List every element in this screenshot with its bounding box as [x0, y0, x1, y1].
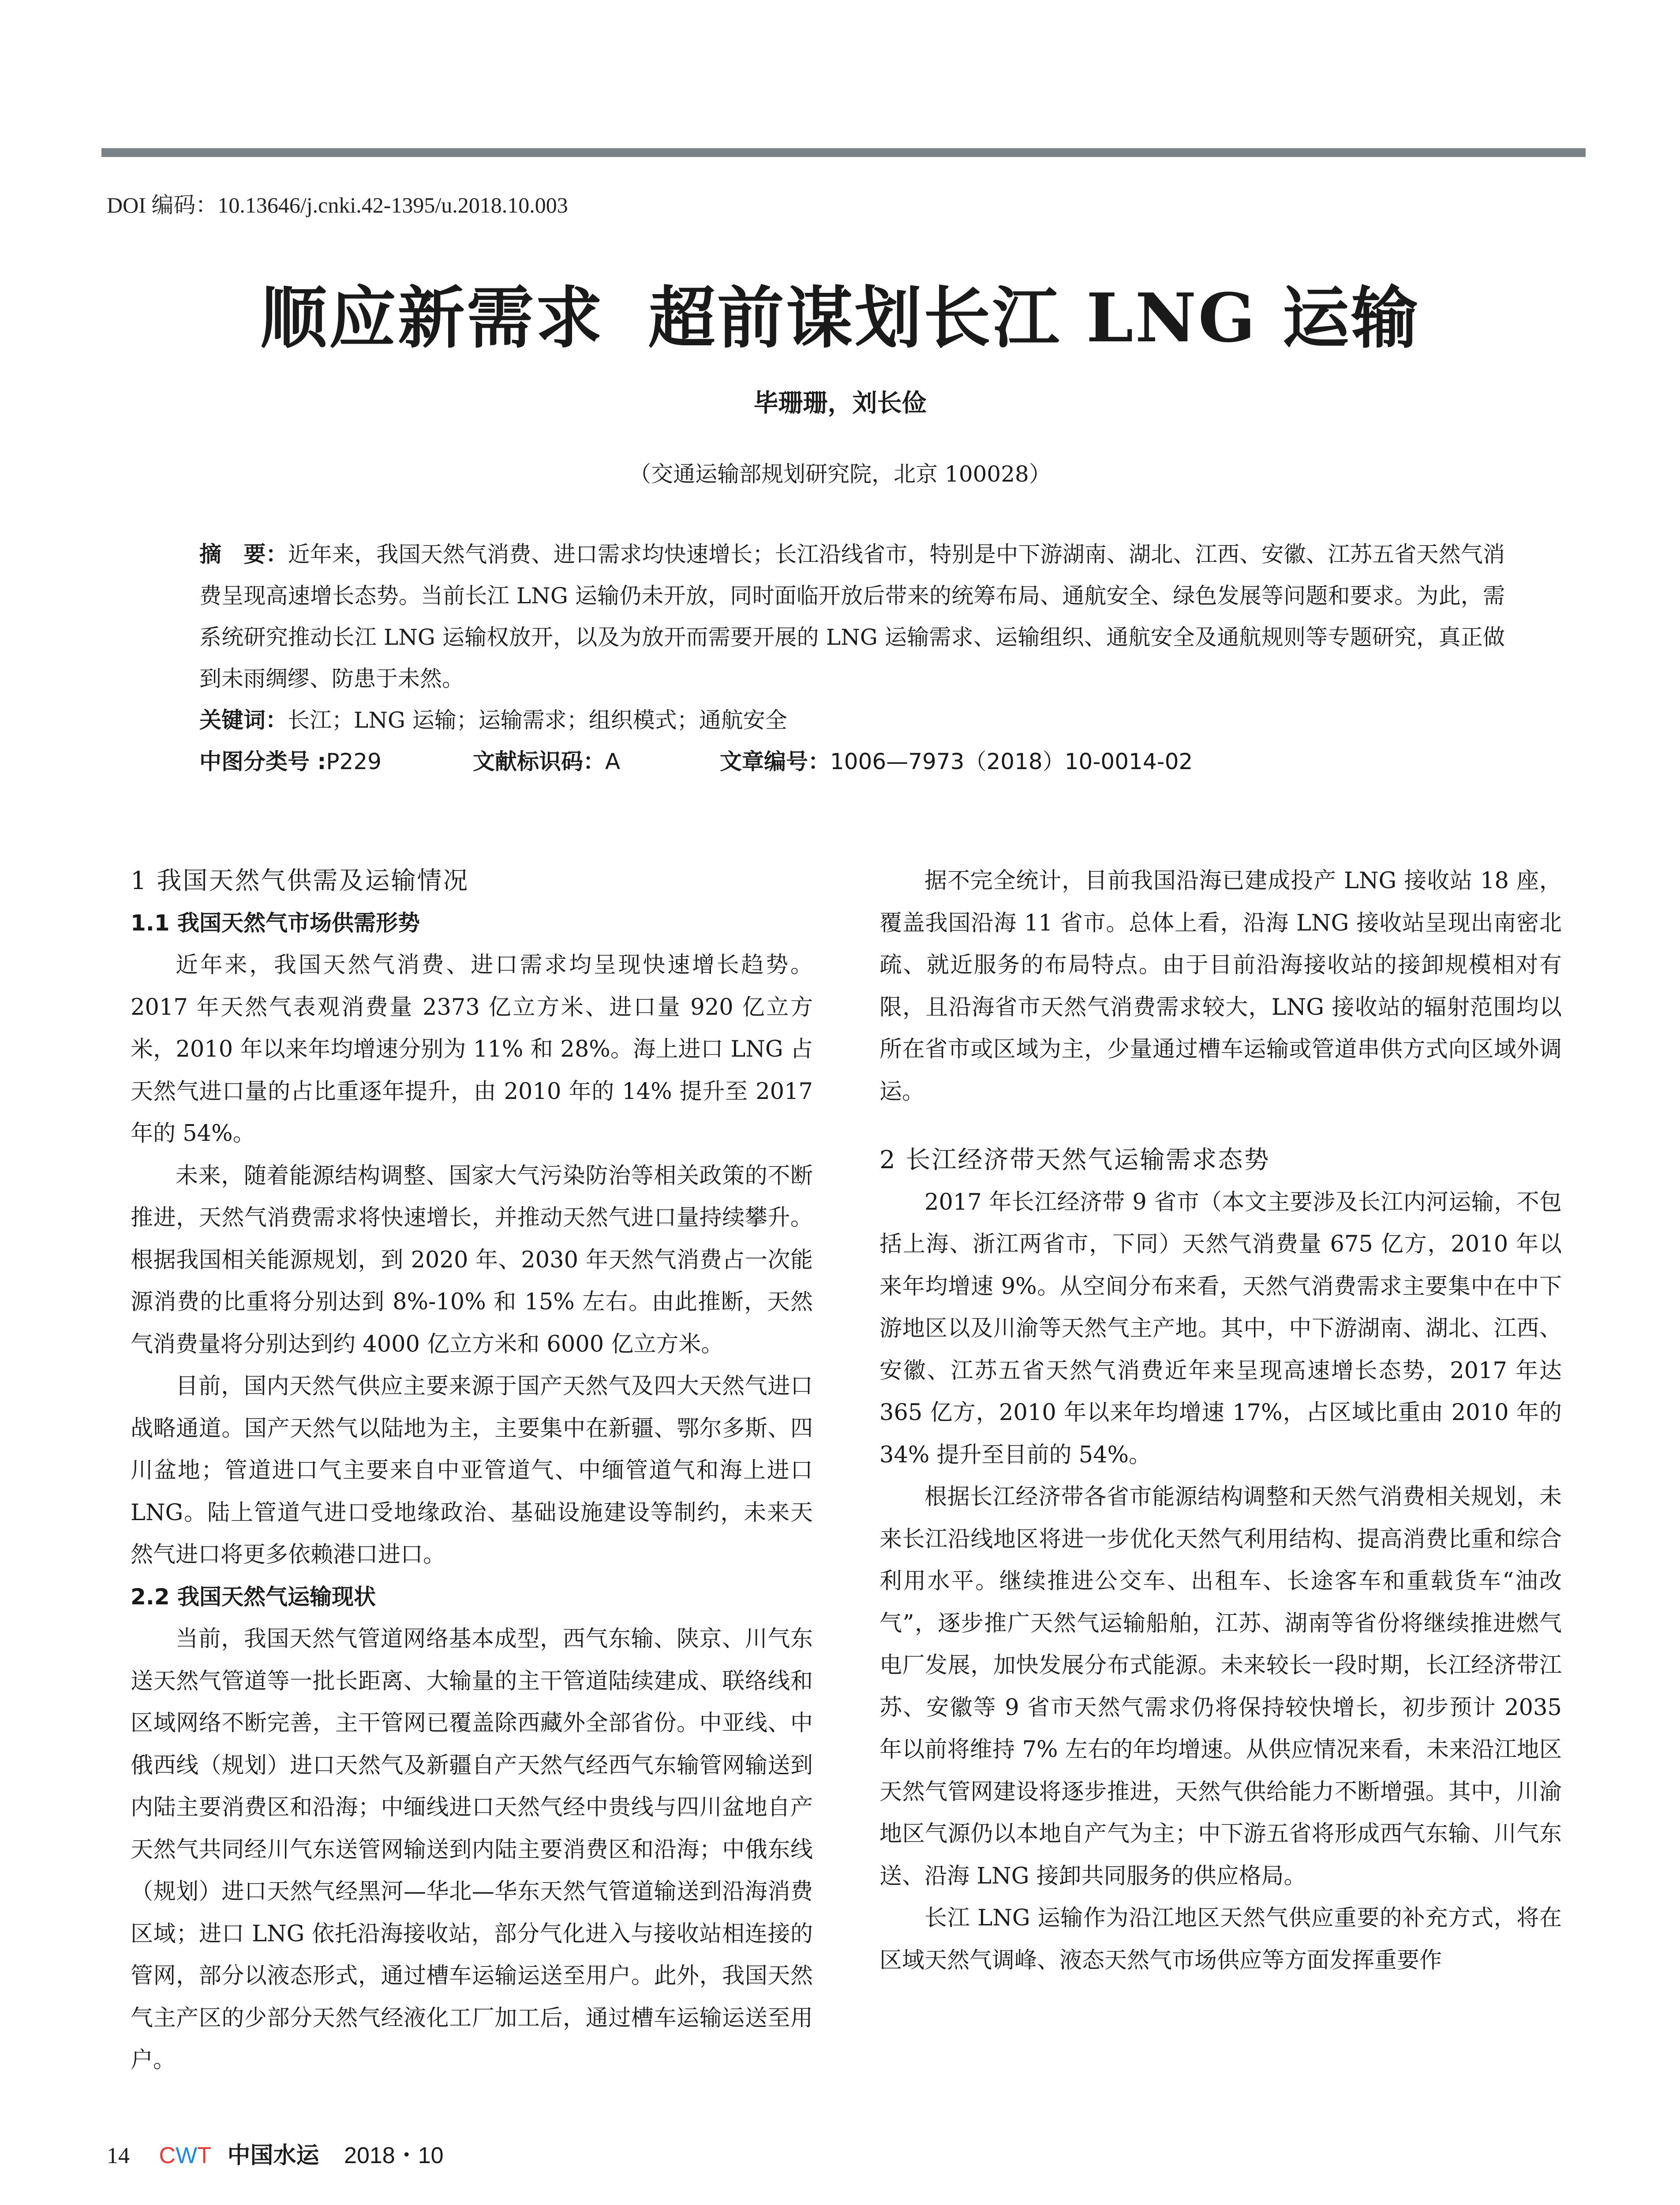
abstract	[199, 534, 1505, 699]
doc-code-label: 文献标识码：	[473, 749, 605, 774]
classification-line	[199, 741, 1523, 782]
clc-label: 中图分类号 :	[199, 749, 326, 774]
article-no-label: 文章编号：	[720, 749, 830, 774]
keywords-label: 关键词：	[199, 707, 288, 733]
journal-logo: CWT	[159, 2143, 211, 2168]
page-number: 14	[107, 2143, 130, 2168]
article-title	[0, 265, 1680, 361]
abstract-text: 近年来，我国天然气消费、进口需求均快速增长；长江沿线省市，特别是中下游湖南、湖北、江西、安徽、江苏五省天然气消费呈现高速增长态势。当前长江 LNG 运输仍未开放，同时面临开放后带来的统筹布局、通航安全、绿色发展等问题和要求。为此，需系统研究推动长江 LNG 运输权放开，以及为放开而需要开展的 LNG 运输需求、运输组织、通航安全及通航规则等专题研究，真正做到未雨绸缪、防患于未然。	[199, 542, 1505, 691]
doc-code-value: A	[605, 749, 621, 774]
clc-item	[199, 741, 473, 782]
authors: 毕珊珊，刘长俭	[753, 389, 927, 418]
keywords	[199, 699, 787, 741]
paragraph: 目前，国内天然气供应主要来源于国产天然气及四大天然气进口战略通道。国产天然气以陆地为主，主要集中在新疆、鄂尔多斯、四川盆地；管道进口气主要来自中亚管道气、中缅管道气和海上进口 LNG。陆上管道气进口受地缘政治、基础设施建设等制约，未来天然气进口将更多依赖港口进口。	[131, 1373, 813, 1568]
title-part2: 超前谋划长江 LNG 运输	[648, 278, 1420, 357]
right-column	[879, 860, 1562, 1981]
paragraph: 据不完全统计，目前我国沿海已建成投产 LNG 接收站 18 座，覆盖我国沿海 11 省市。总体上看，沿海 LNG 接收站呈现出南密北疏、就近服务的布局特点。由于目前沿海接收站的接卸规模相对有限，且沿海省市天然气消费需求较大，LNG 接收站的辐射范围均以所在省市或区域为主，少量通过槽车运输或管道串供方式向区域外调运。	[879, 868, 1562, 1105]
article-no-item	[720, 741, 1193, 782]
affiliation: （交通运输部规划研究院，北京 100028）	[629, 461, 1051, 487]
paragraph: 根据长江经济带各省市能源结构调整和天然气消费相关规划，未来长江沿线地区将进一步优化天然气利用结构、提高消费比重和综合利用水平。继续推进公交车、出租车、长途客车和重载货车“油改气”，逐步推广天然气运输船舶，江苏、湖南等省份将继续推进燃气电厂发展，加快发展分布式能源。未来较长一段时期，长江经济带江苏、安徽等 9 省市天然气需求仍将保持较快增长，初步预计 2035 年以前将维持 7% 左右的年均增速。从供应情况来看，未来沿江地区天然气管网建设将逐步推进，天然气供给能力不断增强。其中，川渝地区气源仍以本地自产气为主；中下游五省将形成西气东输、川气东送、沿海 LNG 接卸共同服务的供应格局。	[879, 1484, 1562, 1889]
journal-name: 中国水运	[227, 2142, 319, 2169]
issue: 2018・10	[344, 2143, 444, 2168]
article-no-value: 1006—7973（2018）10-0014-02	[830, 749, 1193, 774]
paragraph: 未来，随着能源结构调整、国家大气污染防治等相关政策的不断推进，天然气消费需求将快速增长，并推动天然气进口量持续攀升。根据我国相关能源规划，到 2020 年、2030 年天然气消费占一次能源消费的比重将分别达到 8%-10% 和 15% 左右。由此推断，天然气消费量将分别达到约 4000 亿立方米和 6000 亿立方米。	[131, 1162, 813, 1357]
section-2-2-heading: 2.2 我国天然气运输现状	[131, 1584, 376, 1610]
paragraph: 近年来，我国天然气消费、进口需求均呈现快速增长趋势。2017 年天然气表观消费量 2373 亿立方米、进口量 920 亿立方米，2010 年以来年均增速分别为 11% 和 28%。海上进口 LNG 占天然气进口量的占比重逐年提升，由 2010 年的 14% 提升至 2017 年的 54%。	[131, 952, 813, 1147]
section-2-heading: 2 长江经济带天然气运输需求态势	[879, 1146, 1270, 1174]
paragraph: 2017 年长江经济带 9 省市（本文主要涉及长江内河运输，不包括上海、浙江两省市，下同）天然气消费量 675 亿方，2010 年以来年均增速 9%。从空间分布来看，天然气消费需求主要集中在中下游地区以及川渝等天然气主产地。其中，中下游湖南、湖北、江西、安徽、江苏五省天然气消费近年来呈现高速增长态势，2017 年达 365 亿方，2010 年以来年均增速 17%，占区域比重由 2010 年的 34% 提升至目前的 54%。	[879, 1189, 1562, 1468]
doc-code-item	[473, 741, 720, 782]
clc-value: P229	[326, 749, 382, 774]
section-1-1-heading: 1.1 我国天然气市场供需形势	[131, 910, 420, 936]
header-rule	[101, 148, 1586, 157]
section-1-heading: 1 我国天然气供需及运输情况	[131, 867, 469, 895]
footer	[107, 2137, 444, 2170]
section-gap	[879, 1113, 1562, 1139]
paragraph: 长江 LNG 运输作为沿江地区天然气供应重要的补充方式，将在区域天然气调峰、液态天然气市场供应等方面发挥重要作	[879, 1905, 1562, 1973]
abstract-label: 摘 要：	[199, 542, 288, 567]
left-column	[131, 860, 813, 2082]
keywords-text: 长江；LNG 运输；运输需求；组织模式；通航安全	[288, 707, 787, 733]
title-part1: 顺应新需求	[260, 278, 604, 357]
paragraph: 当前，我国天然气管道网络基本成型，西气东输、陕京、川气东送天然气管道等一批长距离、大输量的主干管道陆续建成、联络线和区域网络不断完善，主干管网已覆盖除西藏外全部省份。中亚线、中俄西线（规划）进口天然气及新疆自产天然气经西气东输管网输送到内陆主要消费区和沿海；中缅线进口天然气经中贵线与四川盆地自产天然气共同经川气东送管网输送到内陆主要消费区和沿海；中俄东线（规划）进口天然气经黑河—华北—华东天然气管道输送到沿海消费区域；进口 LNG 依托沿海接收站，部分气化进入与接收站相连接的管网，部分以液态形式，通过槽车运输运送至用户。此外，我国天然气主产区的少部分天然气经液化工厂加工后，通过槽车运输运送至用户。	[131, 1626, 813, 2073]
doi: DOI 编码：10.13646/j.cnki.42-1395/u.2018.10.003	[107, 193, 568, 217]
